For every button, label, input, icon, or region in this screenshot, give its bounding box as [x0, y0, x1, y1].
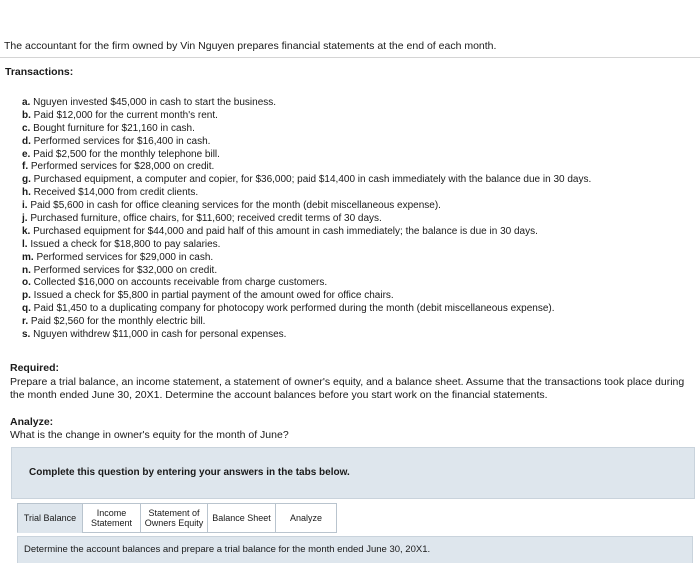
transaction-letter: d.: [22, 135, 31, 147]
tab-instruction-text: Determine the account balances and prepare a trial balance for the month ended June 30, 20X1.: [24, 544, 431, 555]
transaction-item-k: [22, 226, 591, 239]
transaction-text: Paid $2,560 for the monthly electric bill.: [30, 316, 206, 328]
transaction-text: Nguyen withdrew $11,000 in cash for personal expenses.: [33, 329, 287, 341]
transaction-letter: f.: [22, 161, 29, 173]
transaction-letter: r.: [22, 316, 29, 328]
transaction-item-g: [22, 174, 591, 187]
transaction-letter: o.: [22, 277, 31, 289]
transaction-item-d: [22, 136, 591, 149]
transaction-item-n: [22, 265, 591, 278]
transaction-letter: a.: [22, 97, 31, 108]
tab-trial-balance[interactable]: Trial Balance: [17, 503, 83, 533]
transaction-item-o: [22, 277, 591, 290]
tab-statement-of-owners-equity[interactable]: Statement of Owners Equity: [140, 503, 208, 533]
transaction-letter: k.: [22, 225, 31, 237]
tab-analyze[interactable]: Analyze: [275, 503, 337, 533]
transaction-letter: h.: [22, 187, 31, 199]
transaction-text: Received $14,000 from credit clients.: [33, 187, 199, 199]
transaction-letter: b.: [22, 109, 31, 121]
transaction-text: Purchased furniture, office chairs, for $11,600; received credit terms of 30 days.: [30, 213, 382, 225]
transactions-heading: Transactions:: [5, 66, 74, 78]
transaction-letter: n.: [22, 264, 31, 276]
transaction-letter: p.: [22, 290, 31, 302]
transaction-text: Nguyen invested $45,000 in cash to start the business.: [33, 97, 277, 108]
transaction-item-r: [22, 316, 591, 329]
transaction-item-m: [22, 252, 591, 265]
instructions-text: Complete this question by entering your answers in the tabs below.: [29, 467, 350, 478]
transaction-item-j: [22, 213, 591, 226]
answer-tabs: [17, 503, 336, 533]
transaction-text: Performed services for $29,000 in cash.: [36, 251, 214, 263]
section-divider: [0, 57, 700, 58]
transaction-text: Performed services for $32,000 on credit.: [33, 264, 218, 276]
transaction-letter: c.: [22, 122, 31, 134]
required-text: Prepare a trial balance, an income statement, a statement of owner's equity, and a balance sheet. Assume that the transactions took place during the month ended June 30, 20X1. Determine the account balances before you start work on the financial statements.: [10, 376, 685, 401]
transaction-item-q: [22, 303, 591, 316]
transaction-text: Paid $12,000 for the current month's rent.: [33, 109, 218, 121]
transaction-item-c: [22, 123, 591, 136]
transaction-letter: m.: [22, 251, 34, 263]
transaction-item-e: [22, 149, 591, 162]
transaction-letter: i.: [22, 200, 28, 212]
transaction-item-a: [22, 97, 591, 110]
transaction-text: Purchased equipment, a computer and copier, for $36,000; paid $14,400 in cash immediately with the balance due in 30 days.: [33, 174, 592, 186]
transaction-letter: q.: [22, 303, 31, 315]
transaction-text: Purchased equipment for $44,000 and paid half of this amount in cash immediately; the balance is due in 30 days.: [33, 225, 538, 237]
transaction-item-p: [22, 290, 591, 303]
transaction-item-h: [22, 187, 591, 200]
transaction-letter: g.: [22, 174, 31, 186]
transaction-text: Collected $16,000 on accounts receivable from charge customers.: [33, 277, 328, 289]
transaction-item-f: [22, 161, 591, 174]
instructions-panel: [11, 447, 695, 499]
problem-intro: The accountant for the firm owned by Vin Nguyen prepares financial statements at the end of each month.: [4, 40, 497, 52]
transaction-text: Performed services for $28,000 on credit.: [30, 161, 215, 173]
transaction-item-i: [22, 200, 591, 213]
transaction-text: Paid $2,500 for the monthly telephone bill.: [33, 148, 220, 160]
transaction-item-b: [22, 110, 591, 123]
transaction-text: Performed services for $16,400 in cash.: [33, 135, 211, 147]
transaction-text: Paid $5,600 in cash for office cleaning services for the month (debit miscellaneous expense).: [30, 200, 441, 212]
transaction-text: Paid $1,450 to a duplicating company for photocopy work performed during the month (debit miscellaneous expense).: [33, 303, 555, 315]
analyze-text: What is the change in owner's equity for the month of June?: [10, 429, 289, 441]
transactions-list: [22, 97, 591, 342]
transaction-letter: e.: [22, 148, 31, 160]
transaction-letter: l.: [22, 238, 28, 250]
analyze-heading: Analyze:: [10, 416, 54, 428]
tab-content-header: [17, 536, 693, 563]
transaction-letter: j.: [22, 213, 28, 225]
tab-balance-sheet[interactable]: Balance Sheet: [207, 503, 276, 533]
transaction-text: Bought furniture for $21,160 in cash.: [33, 122, 195, 134]
tab-income-statement[interactable]: Income Statement: [82, 503, 141, 533]
transaction-item-l: [22, 239, 591, 252]
transaction-letter: s.: [22, 329, 31, 341]
transaction-text: Issued a check for $18,800 to pay salaries.: [30, 238, 221, 250]
transaction-item-s: [22, 329, 591, 342]
transaction-text: Issued a check for $5,800 in partial payment of the amount owed for office chairs.: [33, 290, 394, 302]
required-heading: Required:: [10, 362, 60, 374]
